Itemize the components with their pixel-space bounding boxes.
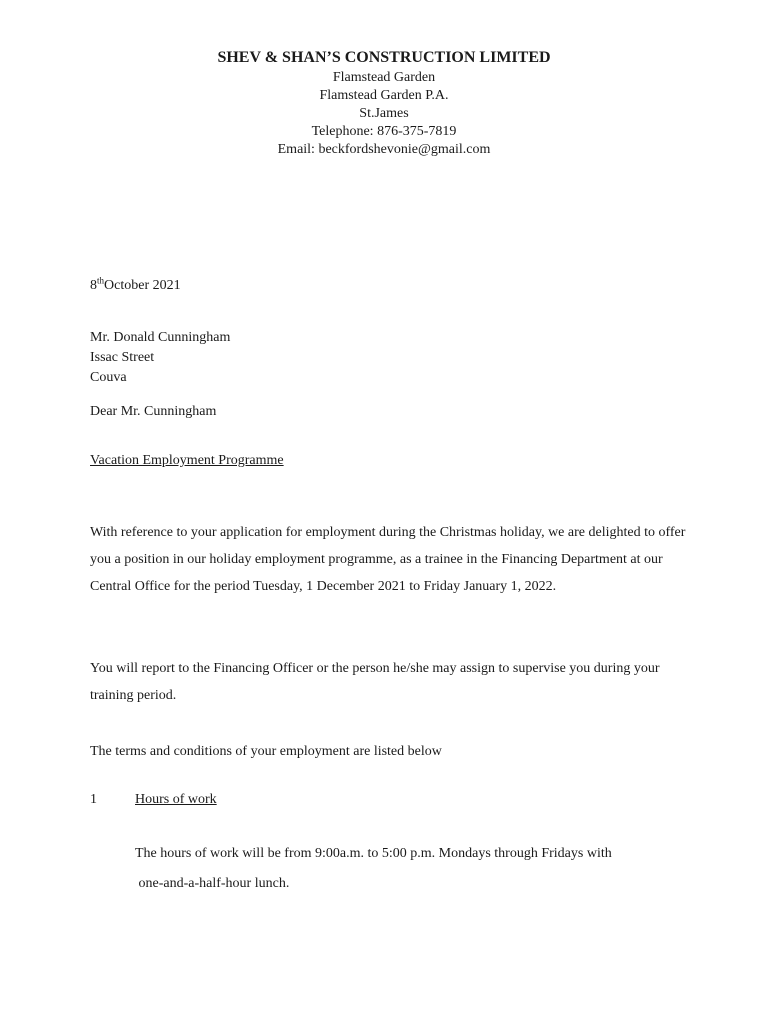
date-day: 8	[90, 278, 97, 293]
date-suffix: th	[97, 275, 105, 286]
subject-line: Vacation Employment Programme	[90, 453, 284, 468]
address-line-2: Flamstead Garden P.A.	[319, 88, 449, 103]
email-line: Email: beckfordshevonie@gmail.com	[277, 142, 491, 157]
address-line-3: St.James	[359, 106, 409, 121]
recipient-address	[90, 328, 230, 388]
letter-date	[90, 275, 181, 294]
company-name: SHEV & SHAN’S CONSTRUCTION LIMITED	[217, 49, 551, 66]
term-title: Hours of work	[135, 792, 217, 807]
address-line-1: Flamstead Garden	[332, 70, 436, 85]
term-line-1: The hours of work will be from 9:00a.m. to 5:00 p.m. Mondays through Fridays with	[135, 846, 612, 861]
recipient-town: Couva	[90, 370, 127, 385]
term-line-2: one-and-a-half-hour lunch.	[135, 876, 290, 891]
salutation: Dear Mr. Cunningham	[90, 404, 217, 419]
recipient-name: Mr. Donald Cunningham	[90, 330, 231, 345]
paragraph-offer: With reference to your application for employment during the Christmas holiday, we are delighted to offer you a position in our holiday employment programme, as a trainee in the Financing Department at our Central Office for the period Tuesday, 1 December 2021 to Friday January 1, 2022.	[90, 525, 686, 594]
paragraph-terms-intro: The terms and conditions of your employment are listed below	[90, 744, 442, 759]
recipient-street: Issac Street	[90, 350, 155, 365]
letterhead	[0, 47, 768, 159]
term-number: 1	[90, 792, 97, 807]
paragraph-report: You will report to the Financing Officer or the person he/she may assign to supervise you during your training period.	[90, 661, 660, 703]
date-rest: October 2021	[104, 278, 181, 293]
telephone-line: Telephone: 876-375-7819	[311, 124, 457, 139]
